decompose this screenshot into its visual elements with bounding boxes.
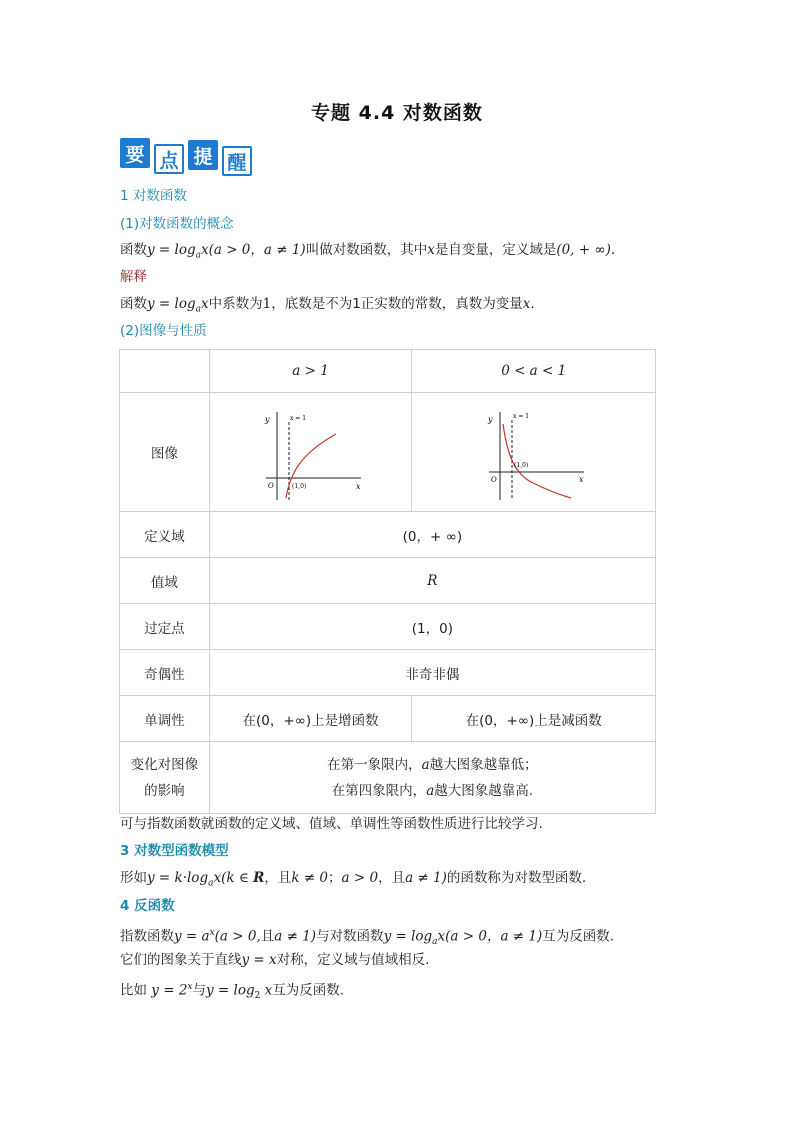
text: 互为反函数. [542,928,615,945]
table-row [120,558,656,604]
text: ，且 [264,870,292,886]
text: 且 [260,928,275,945]
header-a-gt-1: a > 1 [209,350,412,393]
formula: a ≠ 1) [405,870,447,886]
formula: y = log [147,242,196,258]
formula: x [522,296,531,312]
properties-table [119,349,656,814]
graph-decreasing [479,402,589,502]
text: . [530,296,535,312]
asymptote-label: x = 1 [289,415,306,422]
graph-increasing [256,402,366,502]
badge-char: 醒 [222,146,252,176]
origin-label: O [490,476,497,484]
formula-sub: a [195,304,201,315]
graph-cell-increasing [209,393,412,512]
formula: y = log [206,982,255,999]
explain-line [120,294,535,320]
formula: k ≠ 0 [291,870,329,886]
axis-label-x: x [578,475,584,484]
effect-value [209,742,655,814]
formula: (a > 0, [214,928,261,945]
formula-sup: x [209,928,215,938]
formula: a [421,756,430,773]
text: 在第一象限内， [327,756,422,773]
formula: (0, + ∞). [556,242,616,258]
fixed-point-value: (1，0) [209,604,655,650]
formula: y = k·log [147,870,209,886]
text: 叫做对数函数，其中 [305,242,428,258]
curve-decreasing [503,424,571,498]
table-row [120,604,656,650]
domain-value: (0，+ ∞) [209,512,655,558]
origin-label: O [267,482,274,490]
axis-label-y: y [264,415,270,424]
definition-line [120,240,615,266]
formula: x(k ∈ [213,870,254,886]
subsection-heading-concept: (1)对数函数的概念 [120,216,234,232]
log-model-line [120,868,586,894]
axis-label-y: y [487,415,493,424]
formula: x [260,982,273,999]
inverse-line-1 [120,923,614,952]
row-label-parity: 奇偶性 [120,650,210,696]
mono-increasing: 在(0，+∞)上是增函数 [209,696,412,742]
table-row [120,393,656,512]
table-row [120,350,656,393]
text: 指数函数 [120,928,174,945]
formula: a > 0 [341,870,379,886]
formula: 1 [262,296,272,312]
formula: y = 2 [151,982,188,999]
range-value: R [209,558,655,604]
formula-sub: a [432,937,438,948]
formula: a ≠ 1) [274,928,317,945]
formula: x(a > 0，a ≠ 1) [437,928,543,945]
graph-cell-decreasing [412,393,656,512]
table-row [120,512,656,558]
section-heading-4: 4 反函数 [120,898,175,914]
text: 在第四象限内， [331,782,427,799]
text: 互为反函数. [272,982,345,999]
formula: R [253,870,265,886]
formula-sub: 2 [254,991,261,1002]
point-label: (1,0) [291,483,306,490]
formula: x [427,242,435,258]
formula: y = a [174,928,210,945]
formula-sub: a [195,250,201,261]
text: 中系数为 [208,296,263,312]
key-points-badge [120,138,252,174]
inverse-line-3 [120,977,344,1006]
text: 是自变量，定义域是 [434,242,557,258]
comparison-note: 可与指数函数就函数的定义域、值域、单调性等函数性质进行比较学习. [120,816,543,832]
row-label-effect [120,742,210,814]
row-label-monotonicity: 单调性 [120,696,210,742]
row-label-image: 图像 [120,393,210,512]
badge-char: 点 [154,144,184,174]
subsection-heading-graph: (2)图像与性质 [120,323,207,339]
table-row [120,650,656,696]
formula-sub: a [208,878,214,889]
text: 函数 [120,242,147,258]
text: 正实数的常数，真数为变量 [360,296,523,312]
text: 的影响 [144,782,185,799]
formula: y = log [147,296,196,312]
formula: y = log [383,928,433,945]
asymptote-label: x = 1 [512,413,529,420]
text: 与对数函数 [316,928,384,945]
row-label-range: 值域 [120,558,210,604]
text: 对称，定义域与值域相反. [276,952,430,968]
text: 形如 [120,870,147,886]
table-cell [120,350,210,393]
formula: x [200,296,209,312]
row-label-domain: 定义域 [120,512,210,558]
mono-decreasing: 在(0，+∞)上是减函数 [412,696,656,742]
table-row [120,696,656,742]
header-a-lt-1: 0 < a < 1 [412,350,656,393]
axis-label-x: x [355,482,361,491]
formula: y = x [241,952,277,968]
text: ，底数是不为 [271,296,353,312]
inverse-line-2 [120,950,429,970]
text: 函数 [120,296,147,312]
section-heading-3: 3 对数型函数模型 [120,843,229,859]
row-label-fixed-point: 过定点 [120,604,210,650]
formula: a [426,782,435,799]
text: ； [328,870,342,886]
text: 变化对图像 [130,756,199,773]
text: 与 [192,982,206,999]
explain-label: 解释 [120,269,147,285]
text: 的函数称为对数型函数. [446,870,587,886]
text: ，且 [378,870,406,886]
table-row [120,742,656,814]
point-label: (1,0) [513,462,528,469]
text: 它们的图象关于直线 [120,952,242,968]
text: 越大图象越靠高. [434,782,534,799]
badge-char: 提 [188,140,218,170]
text: 越大图象越靠低； [429,756,538,773]
badge-char: 要 [120,138,150,168]
text: 1 [352,296,361,312]
section-heading-1: 1 对数函数 [120,188,187,204]
parity-value: 非奇非偶 [209,650,655,696]
formula: x(a > 0，a ≠ 1) [200,242,306,258]
text: 比如 [120,982,152,999]
page-title: 专题 4.4 对数函数 [311,102,483,124]
formula-sup: x [187,982,193,992]
